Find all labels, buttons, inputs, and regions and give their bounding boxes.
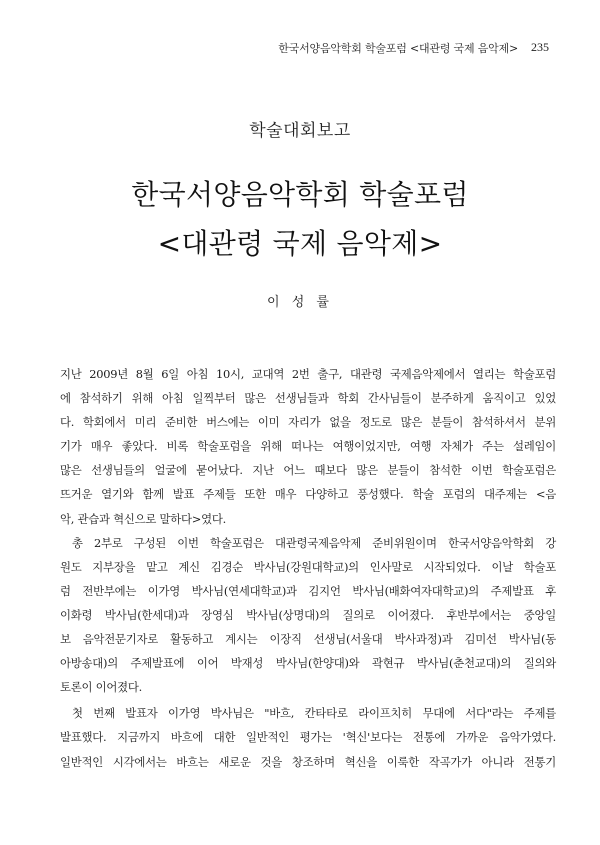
body-line: 이화령 박사님(한세대)과 장영심 박사님(상명대)의 질의로 이어졌다. 후반부에서는 중앙일 [60,607,556,622]
paragraph-1 [60,362,556,531]
paragraph-3 [60,701,556,773]
page-number: 235 [531,40,549,54]
body-line: 발표했다. 지금까지 바흐에 대한 일반적인 평가는 '혁신'보다는 전통에 가까운 음악가였다. [60,730,556,745]
body-line: 총 2부로 구성된 이번 학술포럼은 대관령국제음악제 준비위원이며 한국서양음악학회 강 [72,535,556,550]
body-line: 다. 학회에서 미리 준비한 버스에는 이미 자리가 없을 정도로 많은 분들이 참석하셔서 분위 [60,415,556,430]
running-title: 한국서양음악학회 학술포럼 <대관령 국제 음악제> [278,42,518,55]
body-line: 토론이 이어졌다. [60,680,143,695]
body-line: 악, 관습과 혁신으로 말하다>였다. [60,511,226,526]
section-label: 학술대회보고 [249,121,351,141]
body-line: 많은 선생님들의 얼굴에 묻어났다. 지난 어느 때보다 많은 분들이 참석한 이번 학술포럼은 [60,463,556,478]
body-line: 원도 지부장을 맡고 계신 김경순 박사님(강원대학교)의 인사말로 시작되었다. 이날 학술포 [60,559,556,574]
author-name: 이 성 률 [267,295,333,310]
article-body [60,362,556,774]
body-line: 뜨거운 열기와 함께 발표 주제들 또한 매우 다양하고 풍성했다. 학술 포럼의 대주제는 <음 [60,487,556,502]
body-line: 럼 전반부에는 이가영 박사님(연세대학교)과 김지언 박사님(배화여자대학교)의 주제발표 후 [60,583,556,598]
body-line: 첫 번째 발표자 이가영 박사님은 "바흐, 칸타타로 라이프치히 무대에 서다"라는 주제를 [72,706,556,721]
body-line: 일반적인 시각에서는 바흐는 새로운 것을 창조하며 혁신을 이룩한 작곡가가 아니라 전통기 [60,754,556,769]
title-line-1: 한국서양음악학회 학술포럼 [131,178,469,211]
body-line: 기가 매우 좋았다. 비록 학술포럼을 위해 떠나는 여행이었지만, 여행 자체가 주는 설레임이 [60,439,556,454]
paragraph-2 [60,531,556,700]
body-line: 에 참석하기 위해 아침 일찍부터 많은 선생님들과 학회 간사님들이 분주하게 움직이고 있었 [60,391,556,406]
title-line-2: <대관령 국제 음악제> [157,227,443,260]
body-line: 지난 2009년 8월 6일 아침 10시, 교대역 2번 출구, 대관령 국제음악제에서 열리는 학술포럼 [60,367,556,381]
running-header [0,40,600,56]
body-line: 보 음악전문기자로 활동하고 계시는 이장직 선생님(서울대 박사과정)과 김미선 박사님(동 [60,632,556,647]
body-line: 아방송대)의 주제발표에 이어 박재성 박사님(한양대)와 곽현규 박사님(춘천교대)의 질의와 [60,656,556,671]
article-title [0,170,600,268]
